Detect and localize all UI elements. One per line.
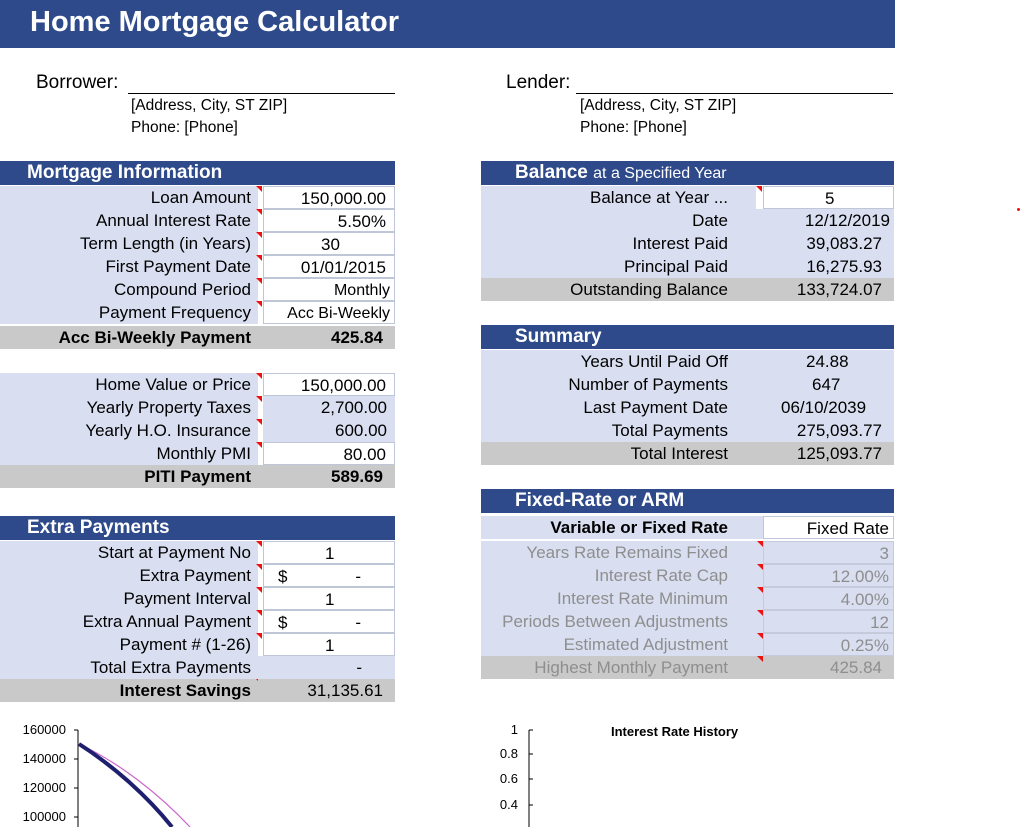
extra-row: [0, 541, 395, 564]
extra-row: [0, 656, 395, 679]
summary-row: [481, 373, 894, 396]
interest-rate-input[interactable]: 5.50%: [263, 209, 395, 232]
extra-payment-label: Extra Payment: [0, 564, 258, 587]
arm-row: [481, 564, 894, 587]
balance-chart-y-tick: 160000: [22, 722, 66, 737]
balance-chart: [0, 715, 480, 827]
rate-type-label: Variable or Fixed Rate: [481, 516, 763, 539]
comment-indicator-icon: [256, 301, 262, 307]
compound-period-label: Compound Period: [0, 278, 258, 301]
years-rate-fixed-label: Years Rate Remains Fixed: [481, 541, 763, 564]
page-title: Home Mortgage Calculator: [30, 6, 399, 38]
piti-row: [0, 396, 395, 419]
arm-row: [481, 587, 894, 610]
rate-minimum-input[interactable]: 4.00%: [763, 587, 894, 610]
extra-row: [0, 610, 395, 633]
first-payment-date-label: First Payment Date: [0, 255, 258, 278]
term-length-input[interactable]: 30: [263, 232, 395, 255]
comment-indicator-icon: [256, 278, 262, 284]
comment-indicator-icon: [256, 186, 262, 192]
comment-indicator-icon: [256, 442, 262, 448]
payment-interval-input[interactable]: 1: [263, 587, 395, 610]
comment-indicator-icon: [256, 564, 262, 570]
balance-chart-y-tick: 120000: [22, 780, 66, 795]
piti-payment-value: 589.69: [258, 465, 395, 488]
highest-payment-row: [481, 656, 894, 679]
summary-row: [481, 350, 894, 373]
extra-payment-input[interactable]: [263, 564, 395, 587]
years-until-paid-value: 24.88: [756, 350, 894, 373]
balance-date-value: 12/12/2019: [756, 209, 894, 232]
lender-label: Lender:: [506, 72, 571, 93]
borrower-label: Borrower:: [36, 72, 119, 93]
outstanding-balance-label: Outstanding Balance: [481, 278, 756, 301]
comment-indicator-icon: [256, 255, 262, 261]
start-payment-input[interactable]: 1: [263, 541, 395, 564]
extra-payments-header: Extra Payments: [0, 516, 395, 540]
comment-indicator-icon: [256, 396, 262, 402]
mortgage-row: [0, 209, 395, 232]
mortgage-row: [0, 186, 395, 209]
total-payments-value: 275,093.77: [756, 419, 894, 442]
piti-row: [0, 442, 395, 465]
insurance-label: Yearly H.O. Insurance: [0, 419, 258, 442]
mortgage-row: [0, 255, 395, 278]
payment-frequency-label: Payment Frequency: [0, 301, 258, 324]
mortgage-row: [0, 232, 395, 255]
years-rate-fixed-input[interactable]: 3: [763, 541, 894, 564]
term-length-label: Term Length (in Years): [0, 232, 258, 255]
comment-indicator-icon: [256, 633, 262, 639]
years-until-paid-label: Years Until Paid Off: [481, 350, 756, 373]
extra-annual-label: Extra Annual Payment: [0, 610, 258, 633]
payment-value: 425.84: [258, 326, 395, 349]
principal-paid-value: 16,275.93: [756, 255, 894, 278]
insurance-input[interactable]: 600.00: [263, 419, 395, 442]
arm-type-row: [481, 516, 894, 539]
home-value-label: Home Value or Price: [0, 373, 258, 396]
mortgage-row: [0, 301, 395, 324]
payment-number-label: Payment # (1-26): [0, 633, 258, 656]
highest-payment-value: 425.84: [763, 656, 894, 679]
comment-indicator-icon: [256, 373, 262, 379]
extra-row: [0, 587, 395, 610]
arm-row: [481, 541, 894, 564]
arm-row: [481, 633, 894, 656]
piti-payment-label: PITI Payment: [0, 465, 258, 488]
estimated-adjustment-input[interactable]: 0.25%: [763, 633, 894, 656]
balance-date-label: Date: [481, 209, 756, 232]
summary-header: Summary: [481, 325, 894, 349]
payment-interval-label: Payment Interval: [0, 587, 258, 610]
piti-row: [0, 419, 395, 442]
extra-row: [0, 633, 395, 656]
comment-indicator-icon: [256, 232, 262, 238]
compound-period-select[interactable]: Monthly: [263, 278, 395, 301]
outstanding-balance-row: [481, 278, 894, 301]
last-payment-date-label: Last Payment Date: [481, 396, 756, 419]
interest-savings-label: Interest Savings: [0, 679, 258, 702]
balance-row: [481, 186, 894, 209]
rate-minimum-label: Interest Rate Minimum: [481, 587, 763, 610]
extra-payment-value: -: [355, 567, 361, 586]
monthly-pmi-label: Monthly PMI: [0, 442, 258, 465]
property-taxes-label: Yearly Property Taxes: [0, 396, 258, 419]
currency-symbol: $: [278, 613, 288, 632]
balance-header-title: Balance: [515, 162, 588, 183]
comment-indicator-icon: [256, 587, 262, 593]
home-value-input[interactable]: 150,000.00: [263, 373, 395, 396]
periods-between-input[interactable]: 12: [763, 610, 894, 633]
total-interest-row: [481, 442, 894, 465]
interest-paid-label: Interest Paid: [481, 232, 756, 255]
extra-annual-value: -: [355, 613, 361, 632]
last-payment-date-value: 06/10/2039: [756, 396, 894, 419]
rate-chart-y-tick: 0.4: [499, 797, 518, 812]
balance-row: [481, 255, 894, 278]
summary-row: [481, 419, 894, 442]
interest-paid-value: 39,083.27: [756, 232, 894, 255]
lender-phone[interactable]: Phone: [Phone]: [580, 119, 687, 136]
total-extra-value: -: [258, 656, 395, 679]
total-extra-label: Total Extra Payments: [0, 656, 258, 679]
payment-number-input[interactable]: 1: [263, 633, 395, 656]
periods-between-label: Periods Between Adjustments: [481, 610, 763, 633]
outstanding-balance-value: 133,724.07: [756, 278, 894, 301]
arm-row: [481, 610, 894, 633]
payment-frequency-select[interactable]: Acc Bi-Weekly: [263, 301, 395, 324]
interest-savings-value: 31,135.61: [258, 679, 395, 702]
balance-header: [481, 161, 894, 185]
payment-result-row: [0, 326, 395, 349]
balance-row: [481, 232, 894, 255]
borrower-phone[interactable]: Phone: [Phone]: [131, 119, 238, 136]
principal-paid-label: Principal Paid: [481, 255, 756, 278]
rate-cap-label: Interest Rate Cap: [481, 564, 763, 587]
balance-year-input[interactable]: 5: [763, 186, 894, 209]
mortgage-row: [0, 278, 395, 301]
comment-indicator-icon: [256, 541, 262, 547]
balance-year-label: Balance at Year ...: [481, 186, 756, 209]
lender-address[interactable]: [Address, City, ST ZIP]: [580, 97, 737, 114]
balance-row: [481, 209, 894, 232]
rate-chart-y-tick: 0.8: [499, 746, 518, 761]
loan-amount-label: Loan Amount: [0, 186, 258, 209]
rate-chart-y-tick: 0.6: [499, 771, 518, 786]
balance-chart-y-tick: 140000: [22, 751, 66, 766]
piti-row: [0, 373, 395, 396]
total-interest-label: Total Interest: [481, 442, 756, 465]
arm-header: Fixed-Rate or ARM: [481, 489, 894, 513]
extra-row: [0, 564, 395, 587]
comment-indicator-icon: [756, 186, 762, 192]
comment-marker-icon: [1017, 208, 1020, 211]
mortgage-info-header: Mortgage Information: [0, 161, 395, 185]
property-taxes-input[interactable]: 2,700.00: [263, 396, 395, 419]
borrower-name-field[interactable]: [128, 93, 395, 94]
estimated-adjustment-label: Estimated Adjustment: [481, 633, 763, 656]
comment-indicator-icon: [256, 610, 262, 616]
total-interest-value: 125,093.77: [756, 442, 894, 465]
rate-type-select[interactable]: Fixed Rate: [763, 516, 894, 539]
rate-chart-y-tick: 1: [510, 722, 518, 737]
balance-chart-y-tick: 100000: [22, 809, 66, 824]
number-of-payments-label: Number of Payments: [481, 373, 756, 396]
number-of-payments-value: 647: [756, 373, 894, 396]
total-payments-label: Total Payments: [481, 419, 756, 442]
currency-symbol: $: [278, 567, 288, 586]
comment-indicator-icon: [256, 419, 262, 425]
rate-chart-title: Interest Rate History: [611, 724, 739, 739]
start-payment-label: Start at Payment No: [0, 541, 258, 564]
extra-annual-input[interactable]: [263, 610, 395, 633]
first-payment-date-input[interactable]: 01/01/2015: [263, 255, 395, 278]
highest-payment-label: Highest Monthly Payment: [481, 656, 763, 679]
loan-amount-input[interactable]: 150,000.00: [263, 186, 395, 209]
monthly-pmi-input[interactable]: 80.00: [263, 442, 395, 465]
lender-name-field[interactable]: [576, 93, 893, 94]
balance-header-sub: at a Specified Year: [593, 165, 727, 182]
interest-savings-row: [0, 679, 395, 702]
comment-indicator-icon: [256, 209, 262, 215]
borrower-address[interactable]: [Address, City, ST ZIP]: [131, 97, 288, 114]
interest-rate-label: Annual Interest Rate: [0, 209, 258, 232]
balance-chart-series-line: [79, 744, 172, 827]
rate-cap-input[interactable]: 12.00%: [763, 564, 894, 587]
payment-label: Acc Bi-Weekly Payment: [0, 326, 258, 349]
piti-result-row: [0, 465, 395, 488]
summary-row: [481, 396, 894, 419]
